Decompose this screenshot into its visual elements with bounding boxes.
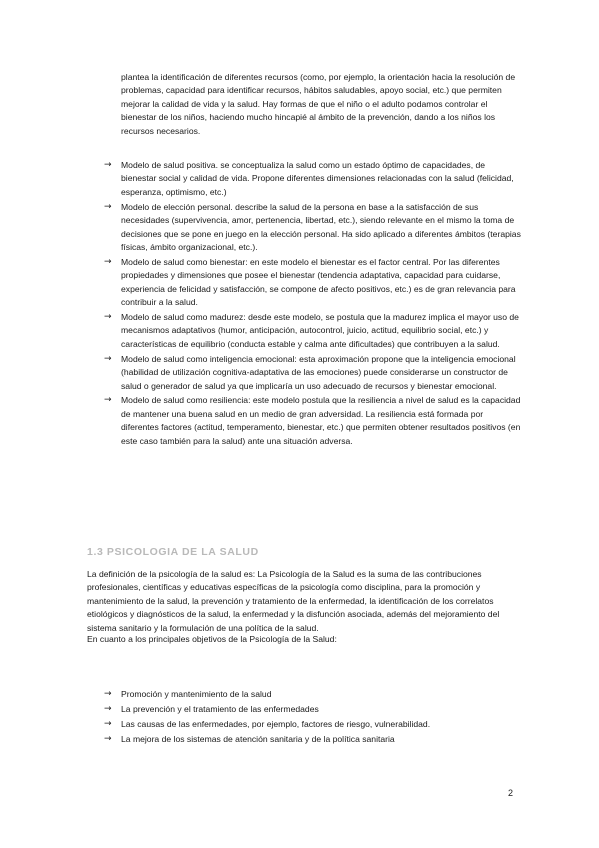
objectives-intro: En cuanto a los principales objetivos de la Psicología de la Salud: xyxy=(87,634,337,644)
list-item xyxy=(104,201,522,255)
list-item-text: Las causas de las enfermedades, por ejemplo, factores de riesgo, vulnerabilidad. xyxy=(121,718,431,729)
list-item-text: Modelo de salud como madurez: desde este modelo, se postula que la madurez implica el mayor uso de mecanismos adaptativos (humor, anticipación, autocontrol, juicio, actitud, equilibrio social, etc.) y características de equilibrio (conducta estable y calma ante dificultades) que contribuyen a la salud. xyxy=(121,311,519,349)
arrow-bullet-icon: → xyxy=(104,703,112,714)
list-item-text: La mejora de los sistemas de atención sanitaria y de la política sanitaria xyxy=(121,733,395,744)
page-number: 2 xyxy=(508,788,514,798)
list-item xyxy=(104,702,522,716)
list-item xyxy=(104,687,522,701)
arrow-bullet-icon: → xyxy=(104,689,112,699)
list-item xyxy=(104,311,522,351)
list-item xyxy=(104,717,522,731)
list-item-text: Modelo de salud como bienestar: en este modelo el bienestar es el factor central. Por las diferentes propiedades y dimensiones que posee el bienestar (tendencia adaptativa, capacidad para cuidarse, experiencia de felicidad y satisfacción, se compone de afecto positivos, etc.) es de gran relevancia para contribuir a la salud. xyxy=(121,256,516,308)
arrow-bullet-icon: → xyxy=(104,311,112,322)
arrow-bullet-icon: → xyxy=(104,353,112,364)
list-item-text: Modelo de elección personal. describe la salud de la persona en base a la satisfacción de sus necesidades (supervivencia, amor, pertenencia, libertad, etc.), siendo relevante en el mismo la toma de decisiones que se pone en juego en la elección personal. Ha sido aplicado a diferentes ámbitos (terapias físicas, ámbito organizacional, etc.). xyxy=(121,201,521,252)
arrow-bullet-icon: → xyxy=(104,256,112,267)
section-heading: 1.3 PSICOLOGIA DE LA SALUD xyxy=(87,546,259,558)
arrow-bullet-icon: → xyxy=(104,733,112,744)
list-item-text: La prevención y el tratamiento de las enfermedades xyxy=(121,703,319,714)
list-item xyxy=(104,394,522,448)
arrow-bullet-icon: → xyxy=(104,718,112,729)
continuation-paragraph: plantea la identificación de diferentes recursos (como, por ejemplo, la orientación hacia la resolución de problemas, capacidad para identificar recursos, hábitos saludables, apoyo social, etc.) que permiten mejorar la calidad de vida y la salud. Hay formas de que el niño o el adulto podamos controlar el bienestar de los niños, haciendo mucho hincapié al ámbito de la prevención, dando a los niños los recursos necesarios. xyxy=(121,72,516,136)
arrow-bullet-icon: → xyxy=(104,395,112,406)
list-item-text: Modelo de salud positiva. se conceptualiza la salud como un estado óptimo de capacidades, de bienestar social y calidad de vida. Propone diferentes dimensiones relacionadas con la salud (felicidad, esperanza, optimismo, etc.) xyxy=(121,160,514,197)
list-item-text: Modelo de salud como resiliencia: este modelo postula que la resiliencia a nivel de salud es la capacidad de mantener una buena salud en un medio de gran adversidad. La resiliencia está formada por diferentes factores (actitud, temperamento, bienestar, etc.) que permiten obtener resultados positivos (en este caso también para la salud) ante una situación adversa. xyxy=(121,395,521,446)
arrow-bullet-icon: → xyxy=(104,201,112,212)
list-item xyxy=(104,353,522,393)
health-models-list xyxy=(104,159,522,450)
list-item-text: Promoción y mantenimiento de la salud xyxy=(121,689,272,699)
arrow-bullet-icon: → xyxy=(104,160,112,170)
list-item xyxy=(104,159,522,199)
list-item xyxy=(104,256,522,310)
list-item-text: Modelo de salud como inteligencia emocional: esta aproximación propone que la inteligencia emocional (habilidad de utilización cognitiva-adaptativa de las emociones) puede considerarse un constructor de salud o generador de salud ya que implicaría un uso adecuado de recursos y bienestar emocional. xyxy=(121,353,516,391)
definition-paragraph: La definición de la psicología de la salud es: La Psicología de la Salud es la suma de las contribuciones profesionales, científicas y educativas específicas de la psicología como disciplina, para la promoción y mantenimiento de la salud, la prevención y tratamiento de la enfermedad, la identificación de los correlatos etiológicos y diagnósticos de la salud, la enfermedad y la disfunción asociada, además del mejoramiento del sistema sanitario y la formulación de una política de la salud. xyxy=(87,569,500,633)
list-item xyxy=(104,732,522,746)
objectives-list xyxy=(104,687,522,747)
